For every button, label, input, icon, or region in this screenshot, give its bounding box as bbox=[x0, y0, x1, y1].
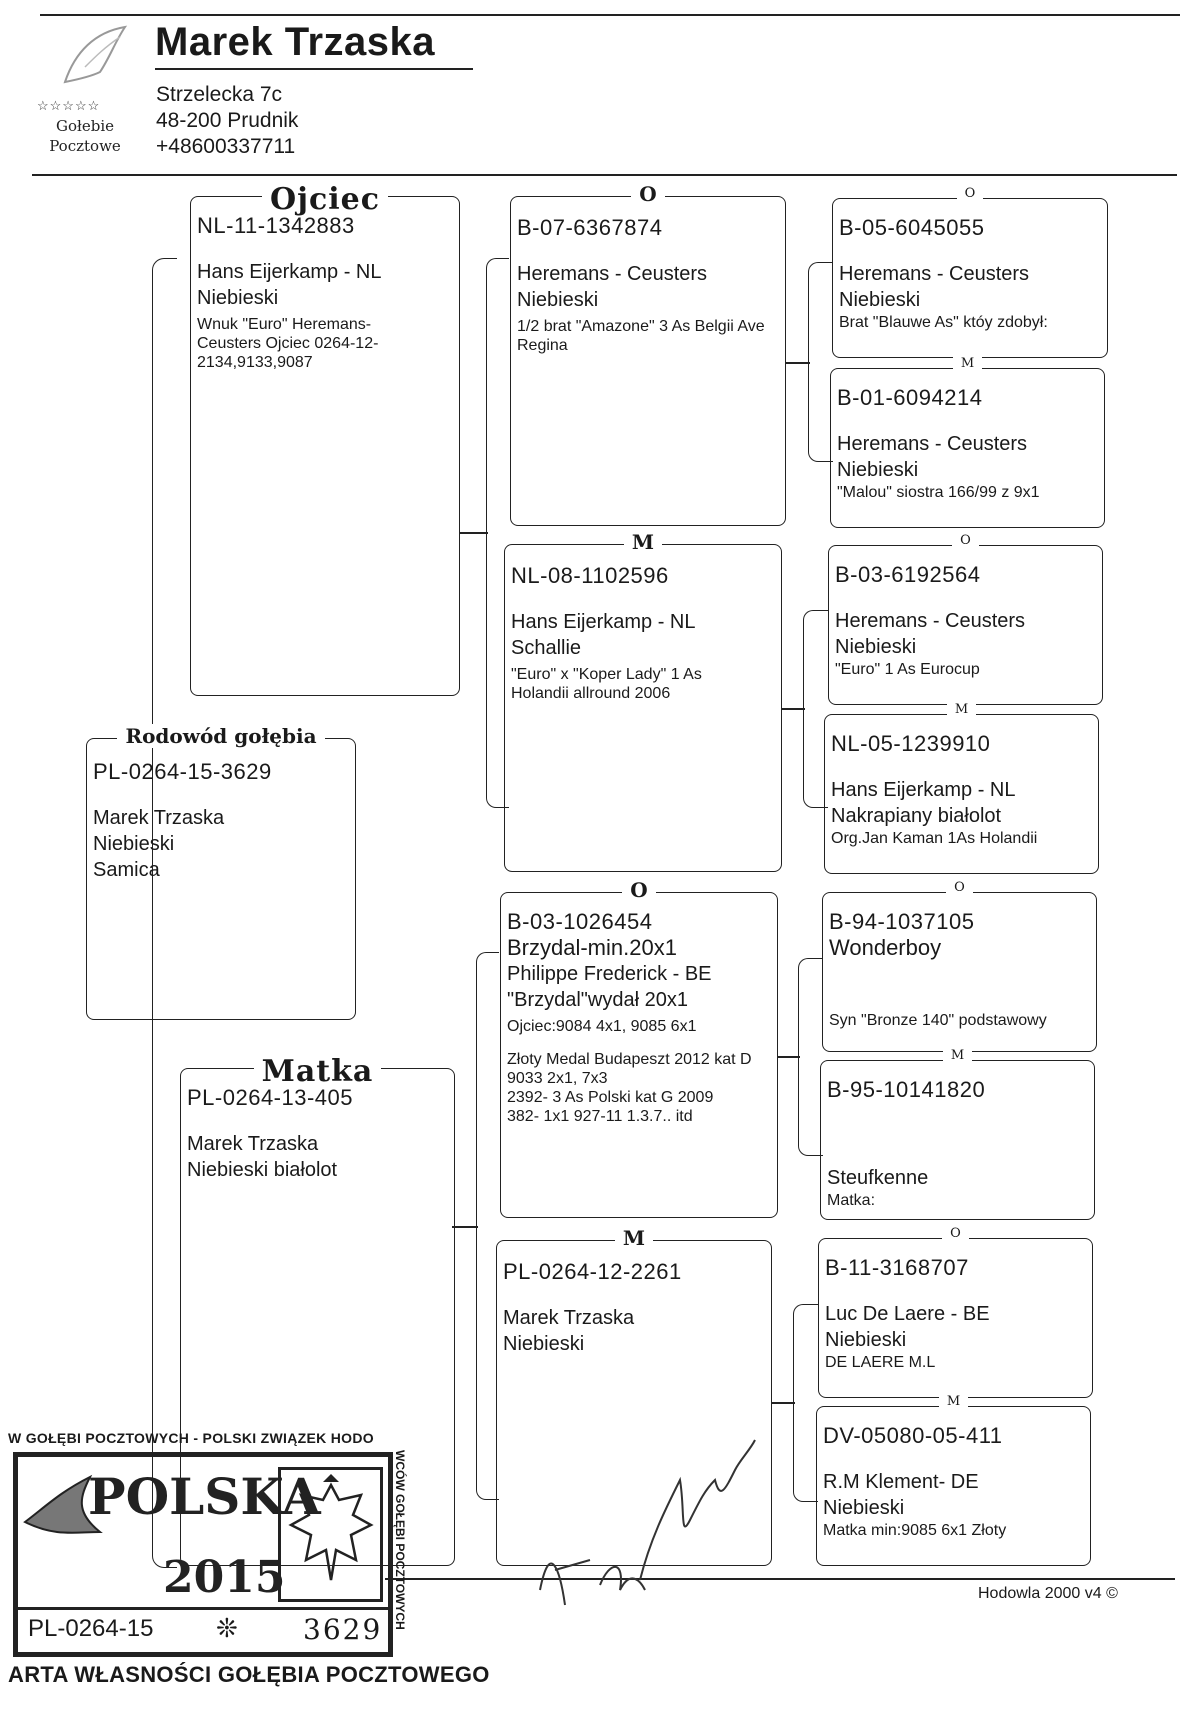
ff-color: Niebieski bbox=[517, 289, 599, 311]
fmm-note: Org.Jan Kaman 1As Holandii bbox=[831, 830, 1038, 847]
header-rule bbox=[32, 174, 1177, 176]
ffm-legend: M bbox=[953, 356, 982, 371]
fmf-breeder: Heremans - Ceusters bbox=[835, 610, 1026, 632]
ggp-fmm-card bbox=[824, 702, 1099, 874]
mm-legend: M bbox=[615, 1226, 653, 1250]
mm-ring: PL-0264-12-2261 bbox=[503, 1259, 682, 1284]
fmf-note: "Euro" 1 As Eurocup bbox=[835, 661, 980, 678]
link-mother bbox=[452, 1226, 478, 1228]
address-street: Strzelecka 7c bbox=[156, 83, 283, 106]
mf-legend: O bbox=[622, 878, 655, 902]
mmm-breeder: R.M Klement- DE bbox=[823, 1471, 979, 1493]
mother-ring: PL-0264-13-405 bbox=[187, 1085, 354, 1110]
father-breeder: Hans Eijerkamp - NL bbox=[197, 261, 382, 283]
father-card bbox=[190, 182, 460, 696]
mf-name: Brzydal-min.20x1 bbox=[507, 935, 677, 960]
logo-text-line1: Gołebie bbox=[55, 117, 115, 135]
mf-results-note: 9033 2x1, 7x3 bbox=[507, 1070, 608, 1087]
father-legend: Ojciec bbox=[262, 182, 388, 217]
owner-name: Marek Trzaska bbox=[155, 20, 436, 64]
father-color: Niebieski bbox=[197, 287, 279, 309]
stamp-year: 2015 bbox=[163, 1552, 286, 1603]
ggp-mmm-card bbox=[816, 1394, 1091, 1566]
link-ff bbox=[786, 362, 810, 364]
father-ring: NL-11-1342883 bbox=[197, 213, 355, 238]
ggp-mff-card bbox=[822, 880, 1097, 1052]
fmf-color: Niebieski bbox=[835, 636, 917, 658]
ggp-fmf-card bbox=[828, 533, 1103, 705]
fff-legend: O bbox=[957, 186, 984, 201]
ff-note: 1/2 brat "Amazone" 3 As Belgii Ave Regina bbox=[517, 318, 765, 354]
ggp-mfm-card bbox=[820, 1048, 1095, 1220]
mfm-color: Steufkenne bbox=[827, 1167, 929, 1189]
fm-legend: M bbox=[624, 530, 662, 554]
mff-ring: B-94-1037105 bbox=[829, 909, 975, 934]
mfm-ring: B-95-10141820 bbox=[827, 1077, 986, 1102]
mm-color: Niebieski bbox=[503, 1333, 585, 1355]
fmm-breeder: Hans Eijerkamp - NL bbox=[831, 779, 1016, 801]
fmf-ring: B-03-6192564 bbox=[835, 562, 981, 587]
eagle-emblem-icon bbox=[281, 1470, 380, 1599]
fm-note: "Euro" x "Koper Lady" 1 As Holandii allround 2006 bbox=[511, 666, 702, 702]
owner-name-underline bbox=[155, 68, 473, 70]
subject-ring: PL-0264-15-3629 bbox=[93, 759, 272, 784]
ggp-ffm-card bbox=[830, 356, 1105, 528]
phone-number: +48600337711 bbox=[156, 135, 296, 158]
handwritten-signature bbox=[530, 1420, 760, 1620]
mf-father-note: Ojciec:9084 4x1, 9085 6x1 bbox=[507, 1018, 697, 1035]
ffm-note: "Malou" siostra 166/99 z 9x1 bbox=[837, 484, 1040, 501]
subject-color: Niebieski bbox=[93, 833, 175, 855]
fmm-legend: M bbox=[947, 702, 976, 717]
logo-text-line2: Pocztowe bbox=[49, 137, 121, 155]
bracket-mm-parents bbox=[793, 1304, 818, 1502]
top-rule bbox=[40, 14, 1180, 16]
mff-name: Wonderboy bbox=[829, 935, 942, 960]
fff-breeder: Heremans - Ceusters bbox=[839, 263, 1030, 285]
mmm-legend: M bbox=[939, 1394, 968, 1409]
fff-color: Niebieski bbox=[839, 289, 921, 311]
mother-legend: Matka bbox=[254, 1054, 382, 1089]
mm-breeder: Marek Trzaska bbox=[503, 1307, 635, 1329]
paternal-grandfather-card bbox=[510, 182, 786, 526]
mf-medal-note: Złoty Medal Budapeszt 2012 kat D bbox=[507, 1051, 752, 1068]
link-mf bbox=[778, 1056, 800, 1058]
subject-sex: Samica bbox=[93, 859, 160, 881]
fmm-ring: NL-05-1239910 bbox=[831, 731, 991, 756]
ffm-ring: B-01-6094214 bbox=[837, 385, 983, 410]
father-note: Wnuk "Euro" Heremans-Ceusters Ojciec 0264-12-2134,9133,9087 bbox=[197, 316, 379, 371]
mmf-ring: B-11-3168707 bbox=[825, 1255, 969, 1280]
ownership-stamp bbox=[8, 1430, 490, 1687]
ffm-color: Niebieski bbox=[837, 459, 919, 481]
fm-breeder: Hans Eijerkamp - NL bbox=[511, 611, 696, 633]
subject-legend: Rodowód gołębia bbox=[117, 724, 324, 748]
fff-ring: B-05-6045055 bbox=[839, 215, 985, 240]
fmm-color: Nakrapiany białolot bbox=[831, 805, 1002, 827]
link-father bbox=[460, 532, 488, 534]
mf-as-polski-note: 2392- 3 As Polski kat G 2009 bbox=[507, 1089, 714, 1106]
mmf-legend: O bbox=[942, 1226, 969, 1241]
stamp-eagle-emblem bbox=[278, 1467, 383, 1602]
ff-legend: O bbox=[631, 182, 664, 206]
mmm-ring: DV-05080-05-411 bbox=[823, 1423, 1003, 1448]
maternal-grandfather-card bbox=[500, 878, 778, 1218]
fmf-legend: O bbox=[952, 533, 979, 548]
mmf-breeder: Luc De Laere - BE bbox=[825, 1303, 990, 1325]
mmf-color: Niebieski bbox=[825, 1329, 907, 1351]
mf-brzydal-note: "Brzydal"wydał 20x1 bbox=[507, 989, 688, 1011]
stamp-top-text: W GOŁĘBI POCZTOWYCH - POLSKI ZWIĄZEK HODO bbox=[8, 1430, 374, 1446]
link-mm bbox=[772, 1402, 795, 1404]
ffm-breeder: Heremans - Ceusters bbox=[837, 433, 1028, 455]
eagle-logo-icon bbox=[55, 22, 135, 92]
mmm-note: Matka min:9085 6x1 Złoty bbox=[823, 1522, 1007, 1539]
software-credit: Hodowla 2000 v4 © bbox=[978, 1585, 1118, 1602]
mf-breeder: Philippe Frederick - BE bbox=[507, 963, 712, 985]
mf-ring: B-03-1026454 bbox=[507, 909, 653, 934]
fm-color: Schallie bbox=[511, 637, 582, 659]
mother-color: Niebieski białolot bbox=[187, 1159, 338, 1181]
breeder-logo bbox=[35, 22, 140, 162]
link-fm bbox=[782, 708, 805, 710]
mfm-note: Matka: bbox=[827, 1192, 876, 1209]
mfm-legend: M bbox=[943, 1048, 972, 1063]
footer-rule bbox=[385, 1578, 1175, 1580]
stamp-bottom-text: ARTA WŁASNOŚCI GOŁĘBIA POCZTOWEGO bbox=[8, 1662, 490, 1687]
subject-breeder: Marek Trzaska bbox=[93, 807, 225, 829]
logo-stars: ☆☆☆☆☆ bbox=[37, 98, 101, 113]
fm-ring: NL-08-1102596 bbox=[511, 563, 669, 588]
stamp-frame bbox=[13, 1452, 393, 1657]
ff-ring: B-07-6367874 bbox=[517, 215, 663, 240]
mf-more-results-note: 382- 1x1 927-11 1.3.7.. itd bbox=[507, 1108, 693, 1125]
ff-breeder: Heremans - Ceusters bbox=[517, 263, 708, 285]
ggp-fff-card bbox=[832, 186, 1108, 358]
ggp-mmf-card bbox=[818, 1226, 1093, 1398]
mff-legend: O bbox=[946, 880, 973, 895]
mmm-color: Niebieski bbox=[823, 1497, 905, 1519]
subject-card bbox=[86, 724, 356, 1020]
fff-note: Brat "Blauwe As" któy zdobył: bbox=[839, 314, 1048, 331]
stamp-ring-number: 3629 bbox=[303, 1613, 383, 1646]
paternal-grandmother-card bbox=[504, 530, 782, 872]
mff-note: Syn "Bronze 140" podstawowy bbox=[829, 1012, 1047, 1029]
mmf-note: DE LAERE M.L bbox=[825, 1354, 936, 1371]
stamp-country: POLSKA bbox=[88, 1467, 321, 1526]
stamp-ring-prefix: PL-0264-15 bbox=[28, 1615, 154, 1642]
address-city: 48-200 Prudnik bbox=[156, 109, 299, 132]
mother-breeder: Marek Trzaska bbox=[187, 1133, 319, 1155]
stamp-side-text: WCÓW GOŁĘBI POCZTOWYCH bbox=[393, 1450, 407, 1630]
stamp-star-icon: ❊ bbox=[216, 1613, 238, 1643]
